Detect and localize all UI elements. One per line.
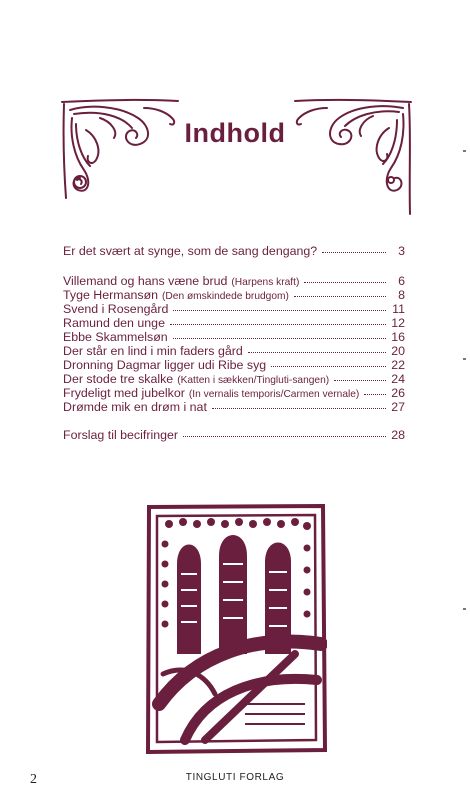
toc-entry-subtitle: (In vernalis temporis/Carmen vernale) bbox=[188, 389, 360, 400]
woodcut-illustration bbox=[145, 504, 327, 754]
toc-page-number: 22 bbox=[391, 358, 405, 372]
edge-mark bbox=[463, 150, 466, 152]
toc-entry bbox=[63, 302, 405, 316]
toc-page-number: 8 bbox=[398, 288, 405, 302]
dot-leader bbox=[173, 310, 386, 311]
toc-entry bbox=[63, 344, 405, 358]
dot-leader bbox=[334, 380, 386, 381]
toc-entry-title: Er det svært at synge, som de sang dengang? bbox=[63, 244, 318, 258]
toc-entry bbox=[63, 400, 405, 414]
toc-entry bbox=[63, 274, 405, 288]
toc-page-number: 12 bbox=[391, 316, 405, 330]
dot-leader bbox=[248, 352, 386, 353]
toc-entry-title: Dronning Dagmar ligger udi Ribe syg bbox=[63, 358, 267, 372]
page-number: 2 bbox=[30, 772, 37, 787]
toc-entry-title: Villemand og hans væne brud bbox=[63, 274, 228, 288]
toc-page-number: 24 bbox=[391, 372, 405, 386]
toc-page-number: 20 bbox=[391, 344, 405, 358]
dot-leader bbox=[294, 296, 386, 297]
toc-entry bbox=[63, 372, 405, 386]
toc-entry bbox=[63, 316, 405, 330]
toc-page-number: 3 bbox=[398, 244, 405, 258]
toc-entry-subtitle: (Den ømskindede brudgom) bbox=[162, 291, 289, 302]
toc-entry bbox=[63, 358, 405, 372]
toc-entry-outro bbox=[63, 428, 405, 442]
dot-leader bbox=[322, 252, 386, 253]
toc-entry-title: Ebbe Skammelsøn bbox=[63, 330, 168, 344]
toc-page-number: 26 bbox=[391, 386, 405, 400]
toc-entry-intro bbox=[63, 244, 405, 258]
right-corner-ornament bbox=[293, 96, 413, 216]
toc-entry-title: Ramund den unge bbox=[63, 316, 165, 330]
dot-leader bbox=[212, 408, 386, 409]
dot-leader bbox=[304, 282, 386, 283]
toc-entry-title: Tyge Hermansøn bbox=[63, 288, 159, 302]
toc-entry-title: Drømde mik en drøm i nat bbox=[63, 400, 207, 414]
toc-page-number: 11 bbox=[392, 302, 405, 316]
toc-entry-title: Der står en lind i min faders gård bbox=[63, 344, 243, 358]
dot-leader bbox=[364, 394, 386, 395]
dot-leader bbox=[170, 324, 386, 325]
dot-leader bbox=[173, 338, 386, 339]
toc-page-number: 6 bbox=[398, 274, 405, 288]
toc-entry-title: Frydeligt med jubelkor bbox=[63, 386, 185, 400]
dot-leader bbox=[271, 366, 386, 367]
toc-entry-title: Forslag til becifringer bbox=[63, 428, 179, 442]
toc-page-number: 16 bbox=[391, 330, 405, 344]
toc-entry bbox=[63, 330, 405, 344]
dot-leader bbox=[183, 436, 386, 437]
toc-entry bbox=[63, 386, 405, 400]
toc-entry bbox=[63, 288, 405, 302]
page-title: Indhold bbox=[184, 118, 286, 148]
edge-mark bbox=[463, 608, 466, 610]
toc-page-number: 28 bbox=[391, 428, 405, 442]
toc-entry-subtitle: (Harpens kraft) bbox=[231, 277, 300, 288]
table-of-contents bbox=[63, 244, 405, 442]
edge-mark bbox=[463, 358, 466, 360]
toc-entry-title: Der stode tre skalke bbox=[63, 372, 174, 386]
toc-entry-title: Svend i Rosengård bbox=[63, 302, 169, 316]
toc-entry-subtitle: (Katten i sækken/Tingluti-sangen) bbox=[177, 375, 330, 386]
publisher-name: TINGLUTI FORLAG bbox=[185, 772, 285, 783]
toc-page-number: 27 bbox=[391, 400, 405, 414]
